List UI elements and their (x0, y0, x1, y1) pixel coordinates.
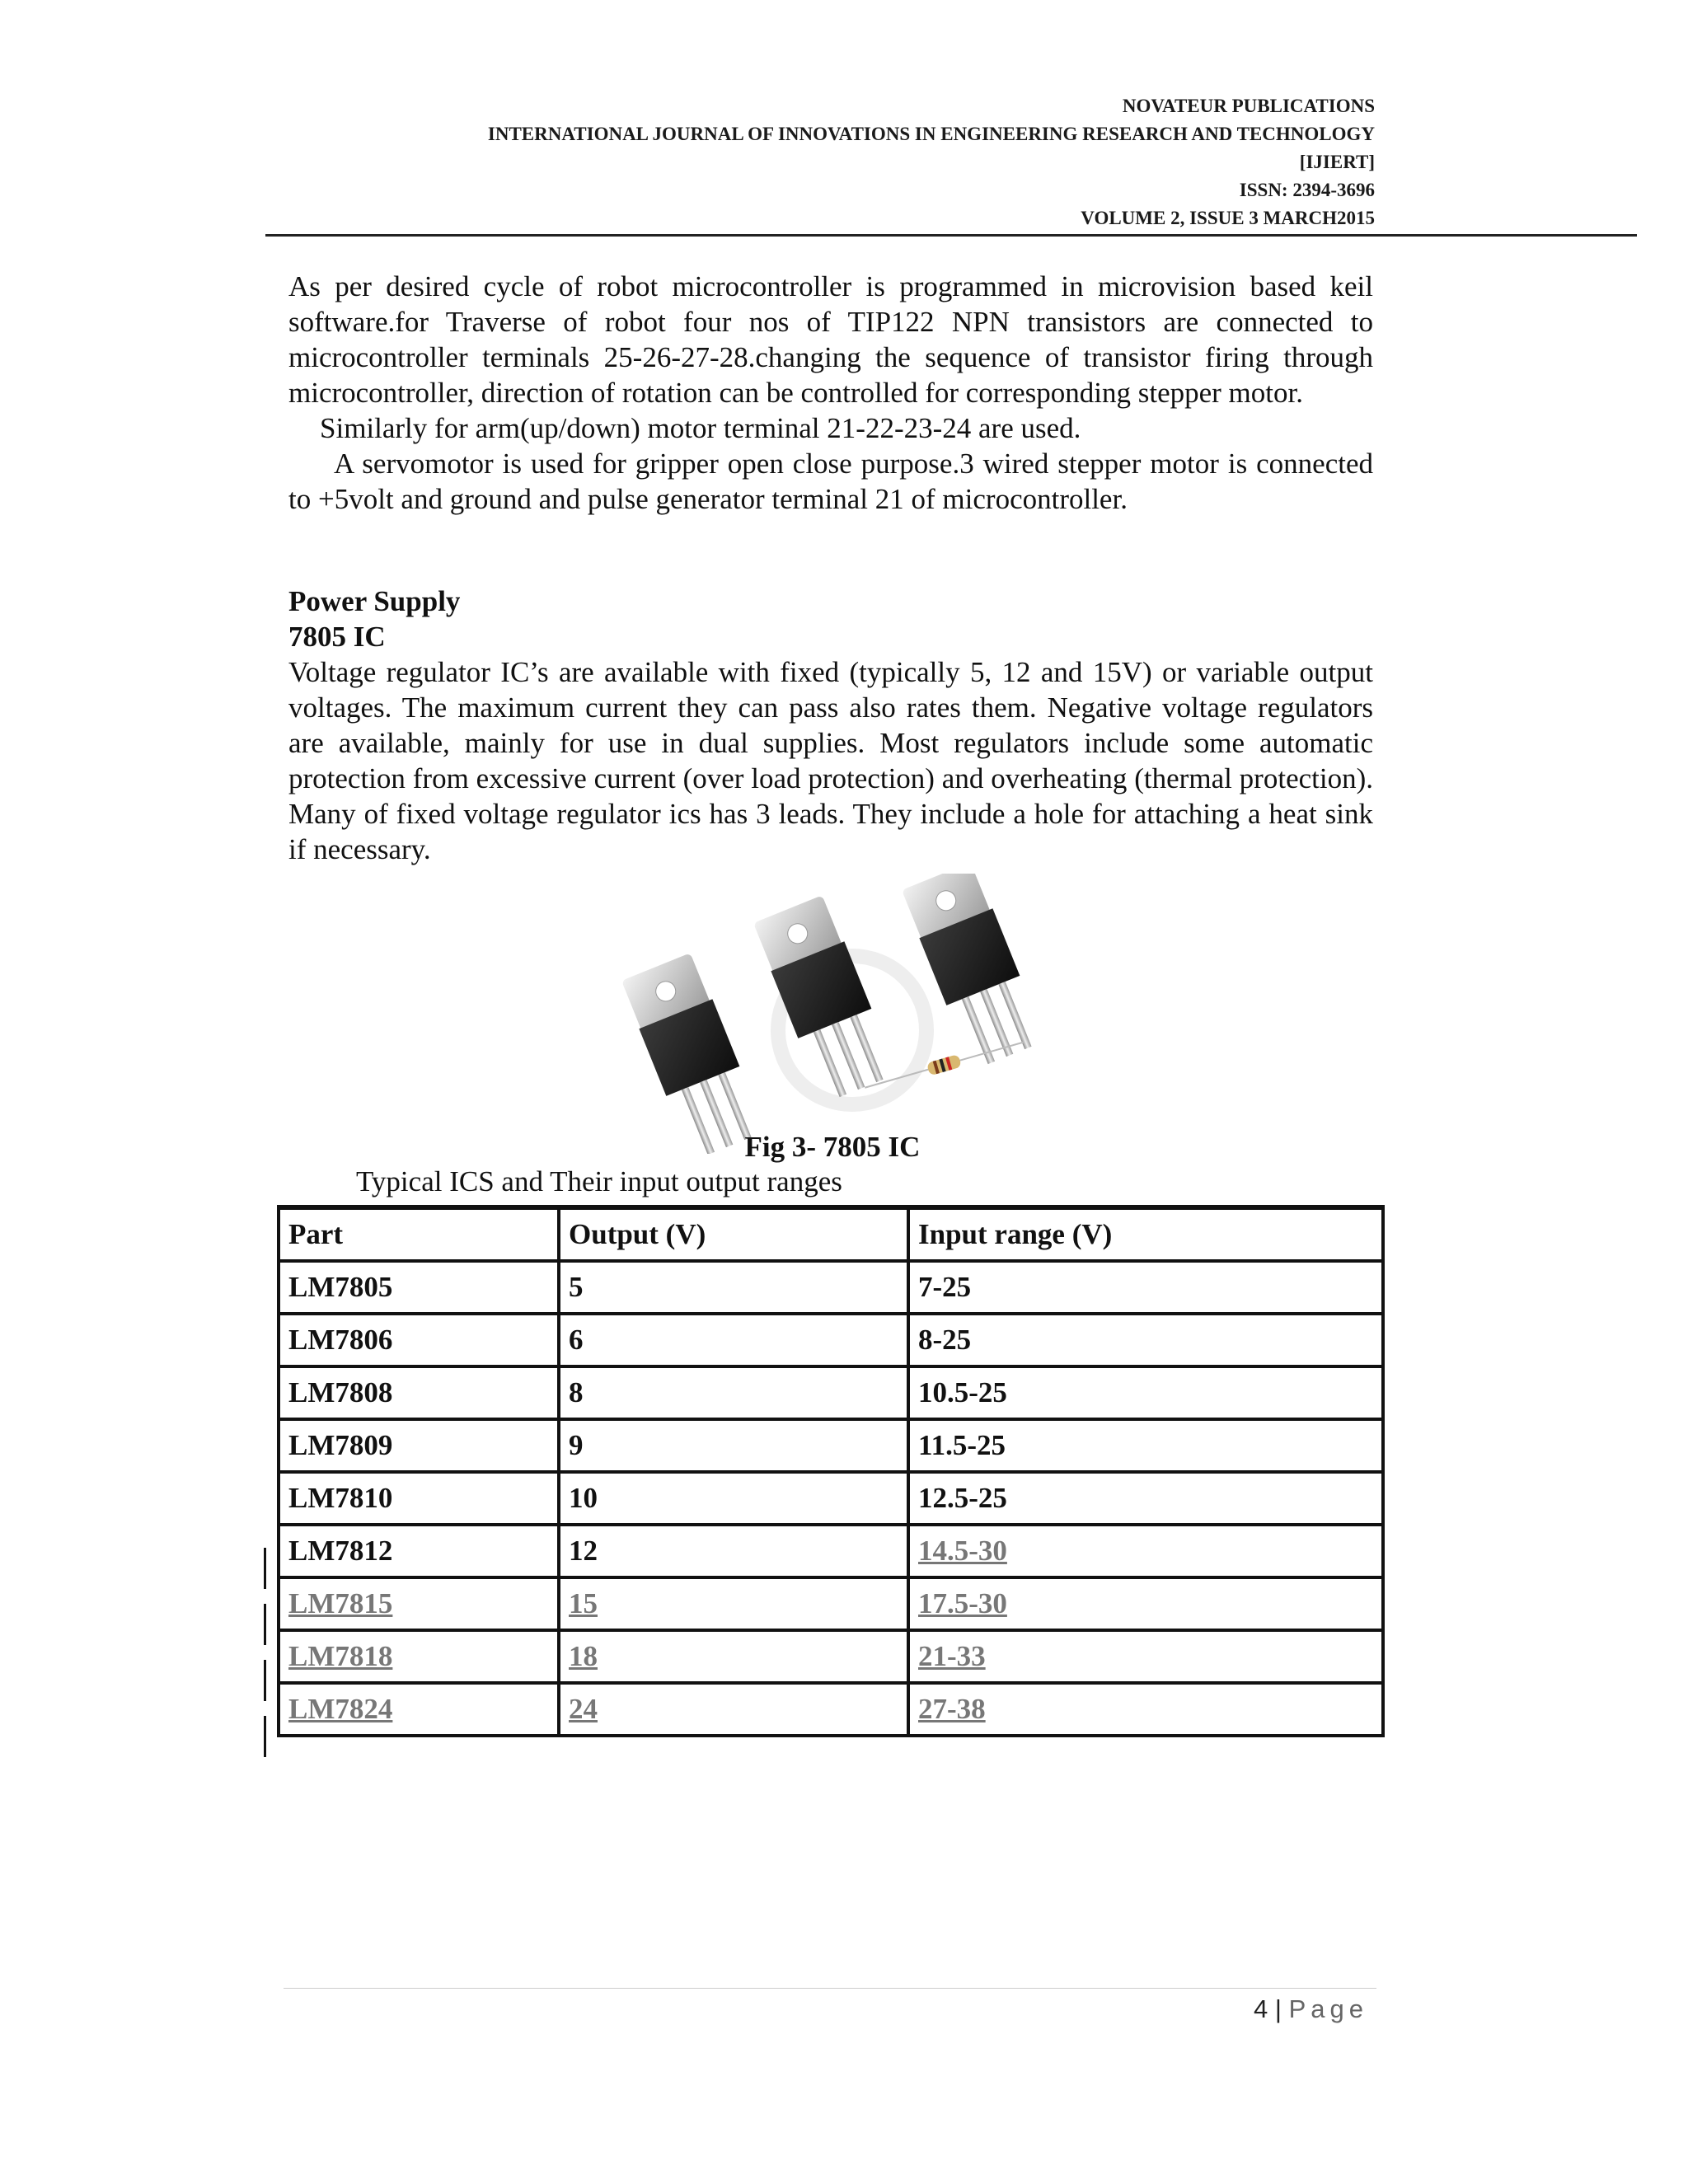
cell-input-range-tracked-change: 27-38 (908, 1683, 1383, 1736)
table-row (279, 1525, 1383, 1577)
page-number: 4 (1254, 1994, 1268, 2023)
page-footer (1254, 1994, 1368, 2024)
cell-output: 8 (559, 1366, 908, 1419)
cell-output: 9 (559, 1419, 908, 1472)
cell-part-tracked-change: LM7824 (279, 1683, 559, 1736)
cell-input-range: 11.5-25 (908, 1419, 1383, 1472)
heading-7805-ic: 7805 IC (288, 621, 386, 653)
table-row (279, 1577, 1383, 1630)
table-row (279, 1314, 1383, 1366)
volume-issue: VOLUME 2, ISSUE 3 MARCH2015 (1081, 208, 1375, 228)
table-row (279, 1683, 1383, 1736)
change-bar (264, 1548, 266, 1589)
cell-input-range: 8-25 (908, 1314, 1383, 1366)
table-header-row (279, 1207, 1383, 1261)
section-headings (288, 583, 1373, 654)
paragraph-arm-motor: Similarly for arm(up/down) motor terminal 21-22-23-24 are used. (320, 412, 1081, 444)
figure-caption: Fig 3- 7805 IC (744, 1131, 921, 1163)
column-header-part: Part (279, 1207, 559, 1261)
paragraph-voltage-regulator: Voltage regulator IC’s are available with fixed (typically 5, 12 and 15V) or variable output voltages. The maximum current they can pass also rates them. Negative voltage regulators are available, mainly for use in dual supplies. Most regulators include some automatic protection from excessive current (over load protection) and overheating (thermal protection). Many of fixed voltage regulator ics has 3 leads. They include a hole for attaching a heat sink if necessary. (288, 656, 1373, 865)
cell-part: LM7808 (279, 1366, 559, 1419)
table-row (279, 1419, 1383, 1472)
publisher-name: NOVATEUR PUBLICATIONS (1122, 96, 1375, 116)
cell-input-range-tracked-change: 17.5-30 (908, 1577, 1383, 1630)
paragraph-servomotor: A servomotor is used for gripper open close purpose.3 wired stepper motor is connected to +5volt and ground and pulse generator terminal 21 of microcontroller. (288, 448, 1373, 515)
regulator-table (277, 1205, 1385, 1737)
cell-output-tracked-change: 15 (559, 1577, 908, 1630)
regulator-ic-image (605, 874, 1091, 1154)
ic-middle (752, 894, 898, 1104)
cell-input-range: 12.5-25 (908, 1472, 1383, 1525)
cell-output: 6 (559, 1314, 908, 1366)
page-separator: | (1274, 1994, 1282, 2023)
table-row (279, 1630, 1383, 1683)
change-bar (264, 1716, 266, 1757)
page-label: Page (1288, 1994, 1368, 2023)
body-section-regulator (288, 654, 1373, 867)
ic-left (620, 952, 766, 1154)
table-row (279, 1261, 1383, 1314)
table-row (279, 1472, 1383, 1525)
resistor (863, 1036, 1025, 1094)
cell-input-range: 7-25 (908, 1261, 1383, 1314)
cell-part-tracked-change: LM7818 (279, 1630, 559, 1683)
cell-part: LM7812 (279, 1525, 559, 1577)
change-bar (264, 1604, 266, 1645)
cell-input-range-tracked-change: 21-33 (908, 1630, 1383, 1683)
journal-title: INTERNATIONAL JOURNAL OF INNOVATIONS IN ENGINEERING RESEARCH AND TECHNOLOGY (487, 124, 1375, 144)
heading-power-supply: Power Supply (288, 585, 461, 617)
cell-output: 12 (559, 1525, 908, 1577)
issn: ISSN: 2394-3696 (1239, 180, 1375, 200)
table-title: Typical ICS and Their input output ranges (356, 1165, 842, 1197)
column-header-output: Output (V) (559, 1207, 908, 1261)
body-section-robot (288, 269, 1373, 517)
column-header-input-range: Input range (V) (908, 1207, 1383, 1261)
journal-abbreviation: [IJIERT] (1299, 152, 1375, 172)
header-rule (265, 234, 1637, 237)
journal-header (0, 92, 1375, 232)
cell-input-range-tracked-change: 14.5-30 (908, 1525, 1383, 1577)
cell-input-range: 10.5-25 (908, 1366, 1383, 1419)
paragraph-microcontroller: As per desired cycle of robot microcontroller is programmed in microvision based keil software.for Traverse of robot four nos of TIP122 NPN transistors are connected to microcontroller terminals 25-26-27-28.changing the sequence of transistor firing through microcontroller, direction of rotation can be controlled for corresponding stepper motor. (288, 270, 1373, 409)
footer-rule (284, 1988, 1376, 1989)
cell-output-tracked-change: 24 (559, 1683, 908, 1736)
change-bar (264, 1660, 266, 1701)
cell-output-tracked-change: 18 (559, 1630, 908, 1683)
cell-part-tracked-change: LM7815 (279, 1577, 559, 1630)
cell-part: LM7809 (279, 1419, 559, 1472)
cell-part: LM7805 (279, 1261, 559, 1314)
table-row (279, 1366, 1383, 1419)
cell-part: LM7806 (279, 1314, 559, 1366)
cell-output: 10 (559, 1472, 908, 1525)
cell-part: LM7810 (279, 1472, 559, 1525)
cell-output: 5 (559, 1261, 908, 1314)
